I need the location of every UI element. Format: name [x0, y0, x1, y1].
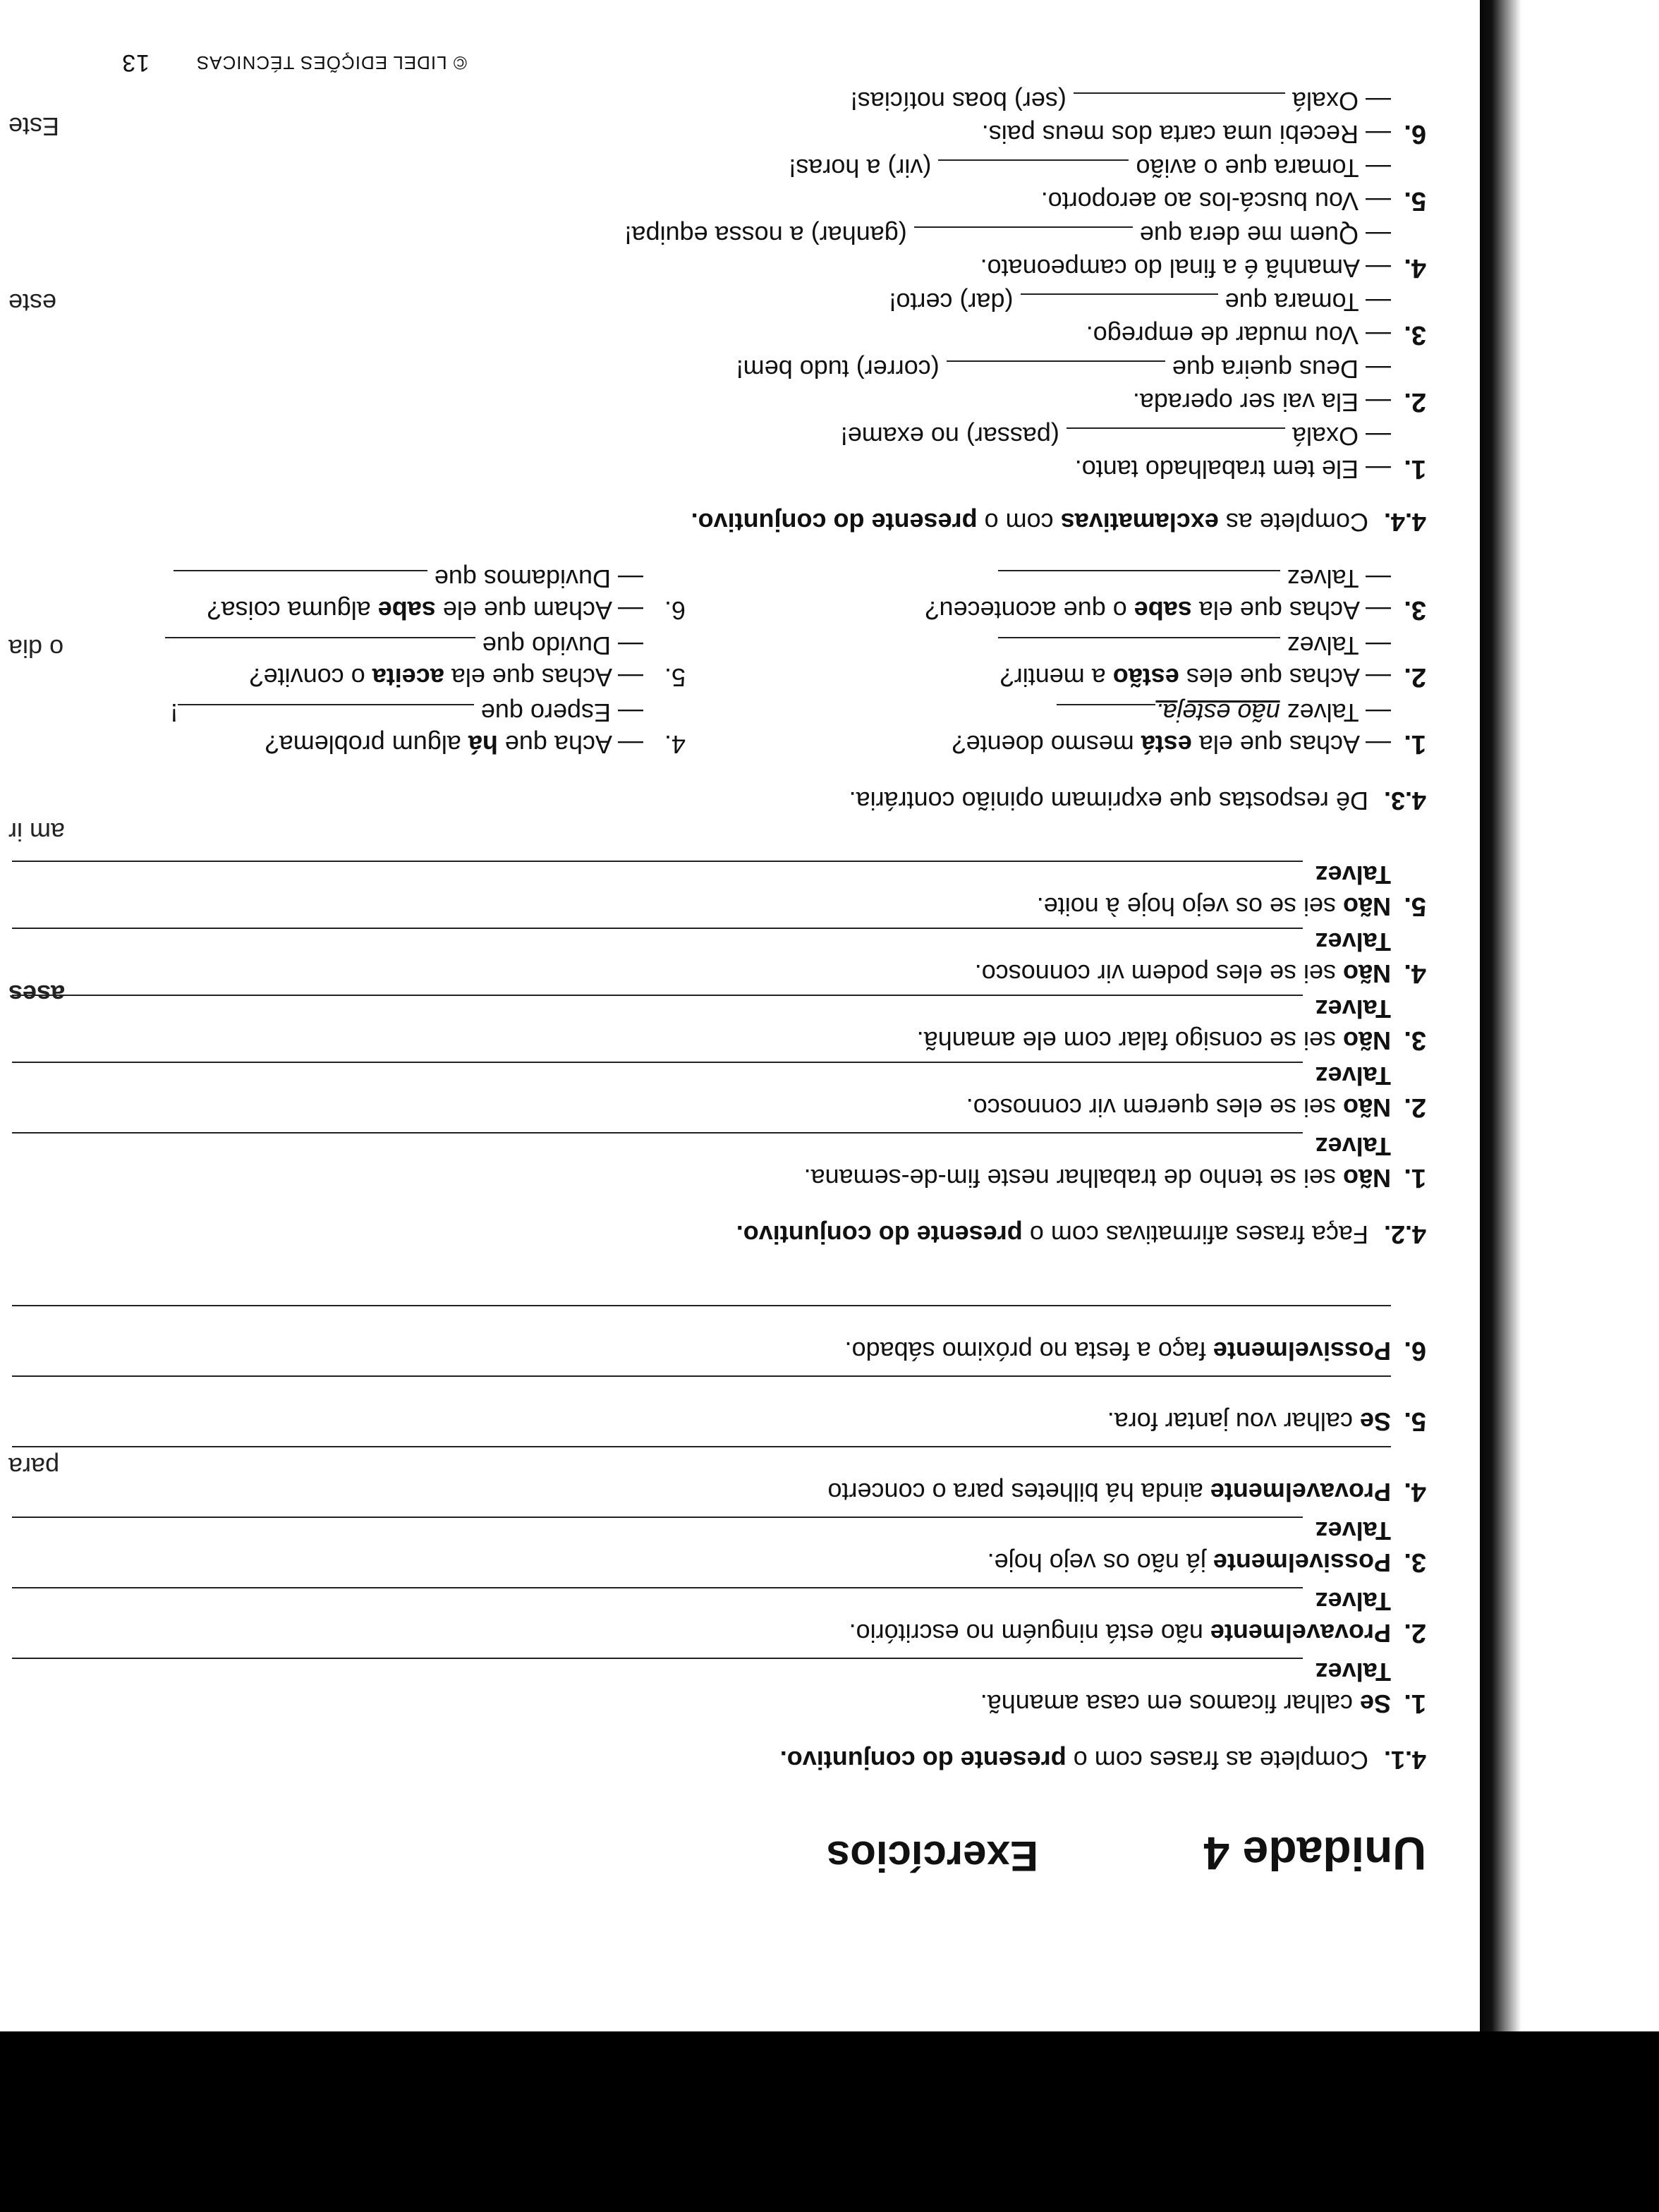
- fragment-ases: ases: [8, 980, 66, 1009]
- ex2-item-5-answer-line[interactable]: [12, 861, 1303, 862]
- ex4-instruction: 4.4.Complete as exclamativas com o presente do conjuntivo.: [691, 508, 1426, 537]
- ex1-item-1-label: Talvez: [1315, 1658, 1391, 1687]
- ex1-item-6: 6.Possivelmente faço a festa no próximo sábado.: [844, 1336, 1426, 1366]
- ex2-item-3-label: Talvez: [1315, 995, 1391, 1023]
- ex1-item-2: 2.Provavelmente não está ninguém no escritório.: [849, 1618, 1426, 1648]
- ex1-item-5-answer-line[interactable]: [12, 1375, 1391, 1377]
- fragment-este: este: [8, 288, 57, 317]
- ex4-item-2-line1: 2.— Ela vai ser operada.: [1132, 387, 1426, 417]
- ex3-item-4-answer: — Espero que !: [170, 698, 643, 727]
- fragment-para: para: [8, 1452, 60, 1481]
- ex2-item-5: 5.Não sei se os vejo hoje à noite.: [1036, 892, 1426, 921]
- ex2-item-1-answer-line[interactable]: [12, 1132, 1303, 1134]
- ex2-item-1-label: Talvez: [1315, 1132, 1391, 1161]
- ex2-item-2: 2.Não sei se eles querem vir connosco.: [966, 1093, 1426, 1122]
- fragment-Este: Este: [8, 112, 60, 141]
- ex3-item-5-answer: — Duvido que: [165, 631, 643, 660]
- ex2-item-2-label: Talvez: [1315, 1062, 1391, 1090]
- ex4-item-6-line2: — Oxalá (ser) boas notícias!: [850, 87, 1391, 116]
- fragment-o-dia: o dia: [8, 634, 64, 663]
- ex1-item-1-answer-line[interactable]: [12, 1658, 1303, 1659]
- page-number: 13: [121, 49, 150, 76]
- ex3-instruction: 4.3.Dê respostas que exprimam opinião contrária.: [849, 786, 1426, 815]
- ex2-item-4-answer-line[interactable]: [12, 928, 1303, 929]
- ex3-item-3-answer: — Talvez: [998, 564, 1391, 593]
- facing-page-fragments: [0, 0, 85, 2031]
- ex4-item-4-line2: — Quem me dera que (ganhar) a nossa equipa!: [624, 221, 1391, 250]
- ex1-instruction: 4.1.Complete as frases com o presente do conjuntivo.: [779, 1746, 1426, 1775]
- publisher-footer: © LIDEL EDIÇÕES TÉCNICAS: [195, 52, 467, 73]
- unit-title: Unidade 4: [1203, 1828, 1426, 1880]
- ex2-item-2-answer-line[interactable]: [12, 1062, 1303, 1063]
- ex4-item-1-line1: 1.— Ele tem trabalhado tanto.: [1074, 454, 1426, 484]
- ex4-item-6-line1: 6.— Recebi uma carta dos meus pais.: [981, 119, 1426, 149]
- ex1-item-4-answer-line[interactable]: [12, 1446, 1391, 1447]
- ex1-item-3: 3.Possivelmente já não os vejo hoje.: [987, 1548, 1426, 1577]
- ex2-item-1: 1.Não sei se tenho de trabalhar neste fim-de-semana.: [803, 1163, 1426, 1193]
- section-title: Exercícios: [826, 1833, 1038, 1880]
- fragment-am-ir: am ir: [8, 818, 65, 846]
- ex1-item-5: 5.Se calhar vou jantar fora.: [1107, 1406, 1426, 1436]
- ex4-item-5-line2: — Tomara que o avião (vir) a horas!: [789, 154, 1391, 183]
- ex3-item-1-question: 1.— Achas que ela está mesmo doente?: [952, 729, 1426, 759]
- ex2-item-3-answer-line[interactable]: [12, 995, 1303, 996]
- ex3-item-4-question: 4.— Acha que há algum problema?: [265, 730, 686, 759]
- ex4-item-3-line2: — Tomara que (dar) certo!: [889, 288, 1391, 317]
- ex4-item-1-line2: — Oxalá (passar) no exame!: [840, 422, 1391, 451]
- ex3-item-2-answer: — Talvez: [998, 631, 1391, 660]
- ex1-item-6-answer-line[interactable]: [12, 1305, 1391, 1306]
- ex4-item-4-line1: 4.— Amanhã é a final do campeonato.: [980, 253, 1426, 283]
- ex1-item-3-answer-line[interactable]: [12, 1517, 1303, 1518]
- ex1-item-3-label: Talvez: [1315, 1517, 1391, 1545]
- ex4-item-2-line2: — Deus queira que (correr) tudo bem!: [736, 355, 1391, 384]
- ex3-item-6-answer: — Duvidamos que: [174, 564, 643, 593]
- ex1-item-4: 4.Provavelmente ainda há bilhetes para o concerto: [827, 1477, 1426, 1507]
- ex3-item-6-question: 6.— Acham que ele sabe alguma coisa?: [207, 596, 686, 625]
- ex2-item-4-label: Talvez: [1315, 928, 1391, 956]
- ex3-item-3-question: 3.— Achas que ela sabe o que aconteceu?: [925, 595, 1426, 625]
- ex1-item-1: 1.Se calhar ficamos em casa amanhã.: [980, 1689, 1426, 1718]
- ex1-item-2-label: Talvez: [1315, 1587, 1391, 1616]
- ex3-item-2-question: 2.— Achas que eles estão a mentir?: [999, 662, 1426, 692]
- ex3-item-5-question: 5.— Achas que ela aceita o convite?: [249, 663, 686, 692]
- ex3-item-1-answer: — Talvez não esteja.: [1057, 698, 1391, 727]
- ex2-item-3: 3.Não sei se consigo falar com ele amanhã.: [916, 1026, 1426, 1055]
- ex1-item-2-answer-line[interactable]: [12, 1587, 1303, 1588]
- ex2-item-4: 4.Não sei se eles podem vir connosco.: [974, 959, 1426, 988]
- ex4-item-3-line1: 3.— Vou mudar de emprego.: [1086, 320, 1426, 350]
- ex2-item-5-label: Talvez: [1315, 861, 1391, 889]
- ex4-item-5-line1: 5.— Vou buscá-los ao aeroporto.: [1040, 186, 1426, 216]
- ex2-instruction: 4.2.Faça frases afirmativas com o presente do conjuntivo.: [736, 1220, 1426, 1249]
